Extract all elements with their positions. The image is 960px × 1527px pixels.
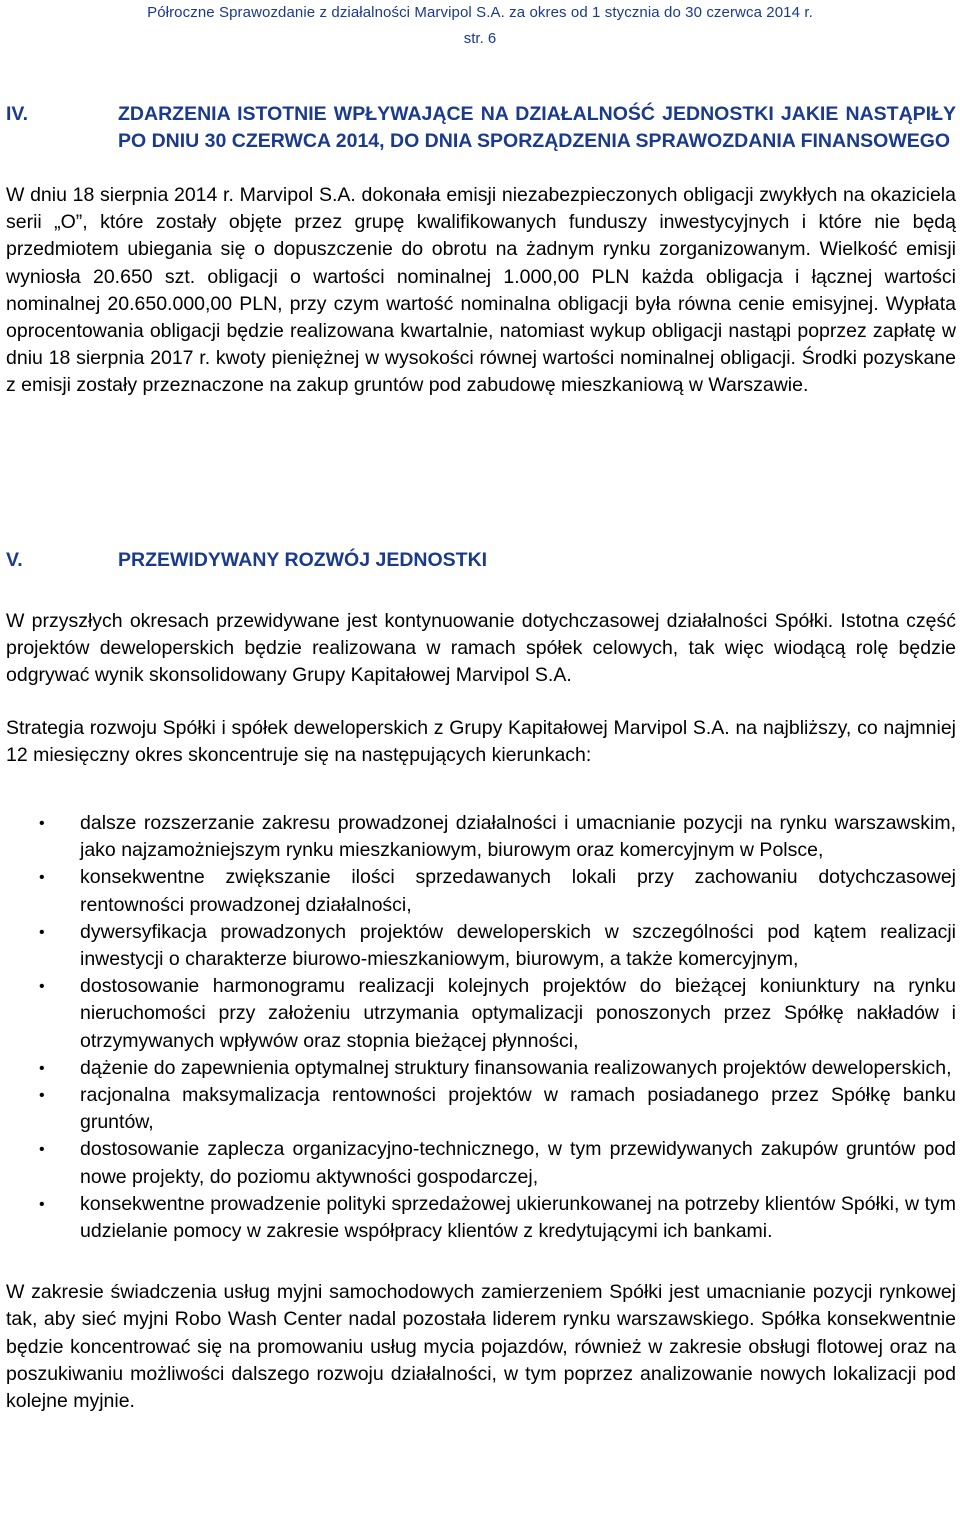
list-item-text: racjonalna maksymalizacja rentowności projektów w ramach posiadanego przez Spółkę banku gruntów, (80, 1084, 956, 1134)
list-item (6, 810, 956, 864)
list-item (6, 919, 956, 973)
bullet-icon: • (39, 1087, 45, 1105)
list-item-text: dostosowanie zaplecza organizacyjno-technicznego, w tym przewidywanych zakupów gruntów pod nowe projekty, do poziomu aktywności gospodarczej, (80, 1138, 956, 1188)
section-v-paragraph-1: W przyszłych okresach przewidywane jest kontynuowanie dotychczasowej działalności Spółki. Istotna część projektów deweloperskich będzie realizowana w ramach spółek celowych, tak więc wiodącą rolę będzie odgrywać wynik skonsolidowany Grupy Kapitałowej Marvipol S.A. (6, 610, 956, 687)
list-item (6, 864, 956, 918)
list-item (6, 1055, 956, 1082)
section-iv-heading (6, 101, 956, 155)
bullet-icon: • (39, 1059, 45, 1077)
section-iv-paragraph: W dniu 18 sierpnia 2014 r. Marvipol S.A. dokonała emisji niezabezpieczonych obligacji zwykłych na okaziciela serii „O”, które zostały objęte przez grupę kwalifikowanych funduszy inwestycyjnych i które nie będą przedmiotem ubiegania się o dopuszczenie do obrotu na żadnym rynku zorganizowanym. Wielkość emisji wyniosła 20.650 szt. obligacji o wartości nominalnej 1.000,00 PLN każda obligacja i łącznej wartości nominalnej 20.650.000,00 PLN, przy czym wartość nominalna obligacji była równa cenie emisyjnej. Wypłata oprocentowania obligacji będzie realizowana kwartalnie, natomiast wykup obligacji nastąpi poprzez zapłatę w dniu 18 sierpnia 2017 r. kwoty pieniężnej w wysokości równej wartości nominalnej obligacji. Środki pozyskane z emisji zostały przeznaczone na zakup gruntów pod zabudowę mieszkaniową w Warszawie. (6, 184, 956, 397)
bullet-icon: • (39, 869, 45, 887)
list-item-text: dążenie do zapewnienia optymalnej struktury finansowania realizowanych projektów deweloperskich, (80, 1056, 952, 1079)
section-v-title: PRZEWIDYWANY ROZWÓJ JEDNOSTKI (118, 549, 488, 571)
bullet-icon: • (39, 815, 45, 833)
list-item-text: konsekwentne prowadzenie polityki sprzedażowej ukierunkowanej na potrzeby klientów Spółki, w tym udzielanie pomocy w zakresie współpracy klientów z kredytującymi ich bankami. (80, 1192, 956, 1243)
section-iv-title: ZDARZENIA ISTOTNIE WPŁYWAJĄCE NA DZIAŁALNOŚĆ JEDNOSTKI JAKIE NASTĄPIŁY PO DNIU 30 CZERWCA 2014, DO DNIA SPORZĄDZENIA SPRAWOZDANIA FINANSOWEGO (118, 103, 956, 152)
section-v-paragraph-3: W zakresie świadczenia usług myjni samochodowych zamierzeniem Spółki jest umacnianie pozycji rynkowej tak, aby sieć myjni Robo Wash Center nadal pozostała liderem rynku warszawskiego. Spółka konsekwentnie będzie koncentrować się na promowaniu usług mycia pojazdów, również w zakresie obsługi flotowej oraz na poszukiwaniu możliwości dalszego rozwoju działalności, w tym poprzez analizowanie nowych lokalizacji pod kolejne myjnie. (6, 1281, 956, 1413)
bullet-icon: • (39, 1141, 45, 1159)
page-number: str. 6 (463, 30, 497, 47)
list-item (6, 973, 956, 1055)
list-item (6, 1191, 956, 1245)
list-item-text: dywersyfikacja prowadzonych projektów deweloperskich w szczególności pod kątem realizacji inwestycji o charakterze biurowo-mieszkaniowym, biurowym, a także komercyjnym, (80, 920, 956, 971)
bullet-icon: • (39, 923, 45, 941)
bullet-icon: • (39, 978, 45, 996)
section-v-paragraph-2: Strategia rozwoju Spółki i spółek deweloperskich z Grupy Kapitałowej Marvipol S.A. na najbliższy, co najmniej 12 miesięczny okres skoncentruje się na następujących kierunkach: (6, 716, 956, 766)
bullet-icon: • (39, 1195, 45, 1213)
list-item (6, 1082, 956, 1136)
section-iv (6, 101, 956, 400)
section-v-heading (6, 547, 956, 574)
list-item-text: konsekwentne zwiększanie ilości sprzedawanych lokali przy zachowaniu dotychczasowej rentowności prowadzonej działalności, (80, 866, 956, 916)
running-header: Półroczne Sprawozdanie z działalności Marvipol S.A. za okres od 1 stycznia do 30 czerwca 2014 r. (147, 4, 813, 21)
list-item-text: dalsze rozszerzanie zakresu prowadzonej działalności i umacnianie pozycji na rynku warszawskim, jako najzamożniejszym rynku mieszkaniowym, biurowym oraz komercyjnym w Polsce, (80, 812, 956, 862)
section-v-number: V. (6, 549, 23, 571)
list-item-text: dostosowanie harmonogramu realizacji kolejnych projektów do bieżącej koniunktury na rynku nieruchomości przy założeniu utrzymania optymalizacji ponoszonych przez Spółkę nakładów i otrzymywanych wpływów oraz stopnia bieżącej płynności, (80, 975, 956, 1052)
section-v (6, 547, 956, 1415)
strategy-bullet-list (6, 810, 956, 1245)
list-item (6, 1136, 956, 1190)
section-iv-number: IV. (6, 103, 29, 125)
